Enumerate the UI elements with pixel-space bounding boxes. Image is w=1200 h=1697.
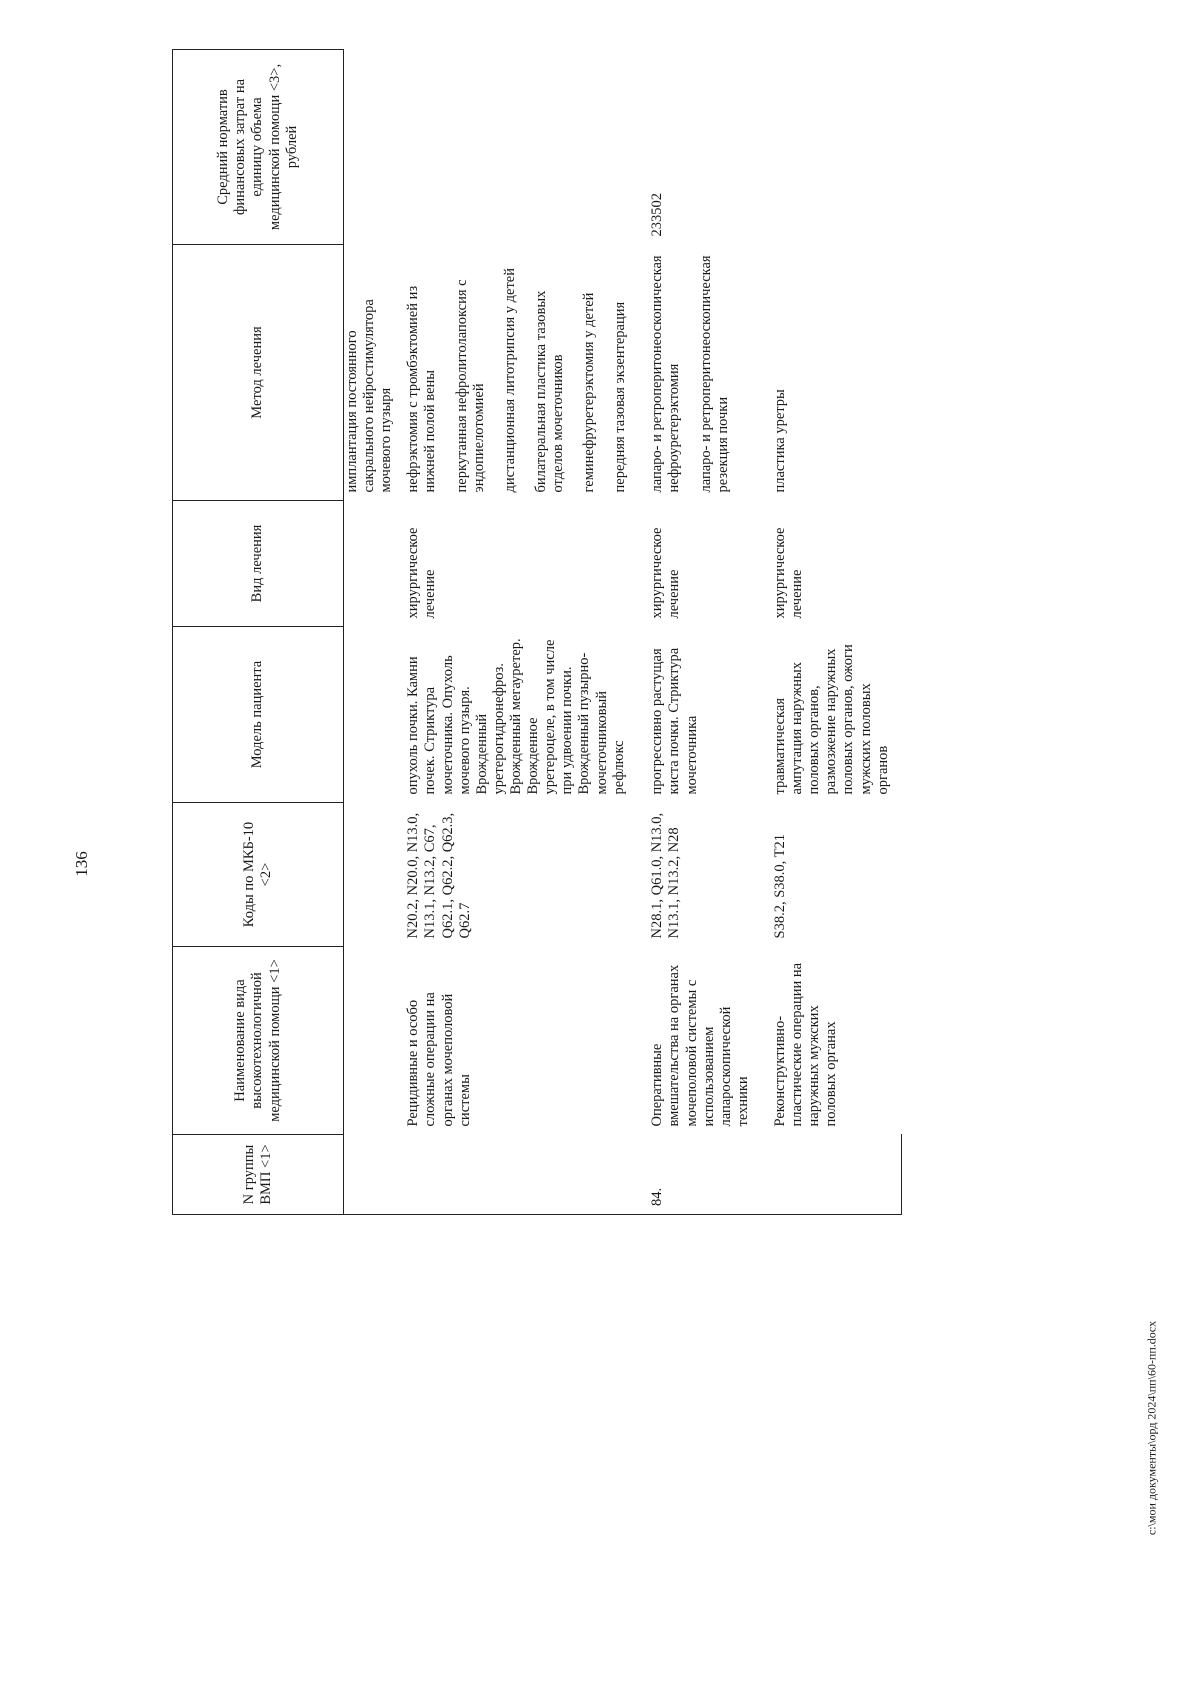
method-item: имплантация постоянного сакрального нейростимулятора мочевого пузыря <box>344 299 395 493</box>
table-row <box>762 50 902 1215</box>
header-treatment-method: Метод лечения <box>173 245 344 501</box>
method-item: перкутанная нефролитолапоксия с эндопиелотомией <box>453 279 487 493</box>
cell-cost <box>344 50 396 245</box>
method-item: лапаро- и ретроперитонеоскопическая резекция почки <box>697 255 731 493</box>
table-row <box>395 50 639 1215</box>
cell-vmp-name: Реконструктивно-пластические операции на наружных мужских половых органах <box>771 962 840 1127</box>
cell-codes <box>344 803 396 947</box>
cell-cost: 233502 <box>649 193 666 237</box>
cell-treatment: хирургическое лечение <box>649 527 683 619</box>
header-vmp-name: Наименование вида высокотехнологичной медицинской помощи <1> <box>173 947 344 1135</box>
cell-group <box>395 1135 639 1215</box>
method-item: пластика уретры <box>771 389 788 493</box>
cell-model <box>344 627 396 803</box>
vmp-table <box>172 49 902 1215</box>
table-row <box>344 50 396 1215</box>
cell-codes: N20.2, N20.0, N13.0, N13.1, N13.2, C67, Q62.1, Q62.2, Q62.3, Q62.7 <box>405 812 473 939</box>
header-icd-codes: Коды по МКБ-10 <2> <box>173 803 344 947</box>
cell-vmp-name <box>344 947 396 1135</box>
cell-codes: N28.1, Q61.0, N13.0, N13.1, N13.2, N28 <box>649 812 683 939</box>
cell-methods <box>395 245 639 501</box>
cell-methods <box>344 245 396 501</box>
cell-group <box>344 1135 396 1215</box>
cell-vmp-name: Рецидивные и особо сложные операции на органах мочеполовой системы <box>405 992 473 1127</box>
page-number: 136 <box>72 851 91 877</box>
cell-cost <box>395 50 639 245</box>
method-item: передняя тазовая экзентерация <box>612 301 629 493</box>
cell-model: травматическая ампутация наружных половых органов, размозжение наружных половых органов, ожоги мужских половых органов <box>771 644 891 795</box>
header-average-cost: Средний норматив финансовых затрат на единицу объема медицинской помощи <3>, рублей <box>173 50 344 245</box>
cell-cost <box>762 50 902 245</box>
method-item: лапаро- и ретроперитонеоскопическая нефроуретерэктомия <box>649 255 683 493</box>
cell-treatment <box>344 501 396 627</box>
cell-codes: S38.2, S38.0, T21 <box>771 834 788 939</box>
method-item: дистанционная литотрипсия у детей <box>501 268 518 493</box>
header-group-number: N группы ВМП <1> <box>173 1135 344 1215</box>
method-item: нефрэктомия с тромбэктомией из нижней полой вены <box>405 285 439 493</box>
cell-group: 84. <box>639 1135 762 1215</box>
cell-model: опухоль почки. Камни почек. Стриктура мочеточника. Опухоль мочевого пузыря. Врожденный уретерогидронефроз. Врожденный мегауретер. Врожденное уретероцеле, в том числе при удвоении почки. Врожденный пузырно-мочеточниковый рефлюкс <box>405 638 627 795</box>
table-header-row <box>173 50 344 1215</box>
cell-treatment: хирургическое лечение <box>771 527 806 619</box>
header-treatment-type: Вид лечения <box>173 501 344 627</box>
table-row <box>639 50 762 1215</box>
header-patient-model: Модель пациента <box>173 627 344 803</box>
cell-methods <box>762 245 902 501</box>
method-item: геминефруретерэктомия у детей <box>581 292 598 493</box>
footer-file-path: c:\мои документы\орд 2024\пп\60-пп.docx <box>1144 1320 1159 1536</box>
cell-vmp-name: Оперативные вмешательства на органах мочеполовой системы с использованием лапароскопической техники <box>649 964 751 1127</box>
cell-group <box>762 1135 902 1215</box>
cell-treatment: хирургическое лечение <box>405 527 439 619</box>
cell-model: прогрессивно растущая киста почки. Стриктура мочеточника <box>649 647 700 795</box>
cell-methods <box>639 245 762 501</box>
method-item: билатеральная пластика тазовых отделов мочеточников <box>532 290 566 493</box>
rotated-page <box>172 50 1200 1215</box>
